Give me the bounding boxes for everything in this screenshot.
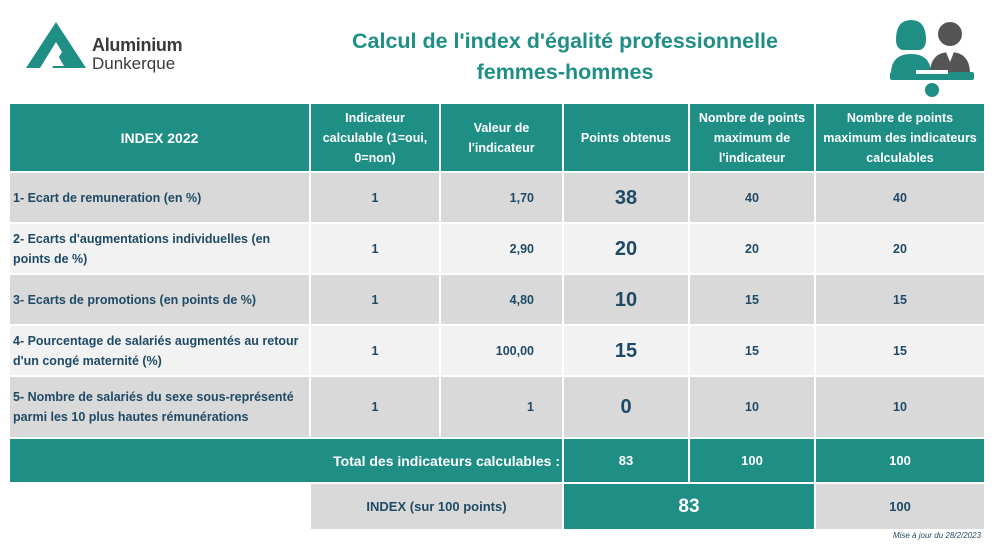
row5-calculable: 1 <box>311 377 439 437</box>
row1-label: 1- Ecart de remuneration (en %) <box>10 173 309 222</box>
total-label: Total des indicateurs calculables : <box>10 439 562 482</box>
row4-max: 15 <box>690 326 814 375</box>
logo-line1: Aluminium <box>92 35 183 55</box>
row3-max: 15 <box>690 275 814 324</box>
row3-value: 4,80 <box>441 275 562 324</box>
page-title <box>320 26 810 88</box>
index-spacer <box>10 484 309 529</box>
index-table <box>10 104 988 529</box>
row4-calculable: 1 <box>311 326 439 375</box>
row1-max: 40 <box>690 173 814 222</box>
title-line2: femmes-hommes <box>476 60 654 84</box>
row5-label: 5- Nombre de salariés du sexe sous-représenté parmi les 10 plus hautes rémunérations <box>10 377 309 437</box>
logo-line2: Dunkerque <box>92 54 176 73</box>
index-value: 83 <box>564 484 814 529</box>
row2-max: 20 <box>690 224 814 273</box>
row1-value: 1,70 <box>441 173 562 222</box>
company-logo <box>26 22 196 72</box>
header-points: Points obtenus <box>564 104 688 171</box>
row3-points: 10 <box>564 275 688 324</box>
total-max-calc: 100 <box>816 439 984 482</box>
row2-value: 2,90 <box>441 224 562 273</box>
row5-max-calc: 10 <box>816 377 984 437</box>
row4-points: 15 <box>564 326 688 375</box>
header-value: Valeur de l'indicateur <box>441 104 562 171</box>
header-max-calculable: Nombre de points maximum des indicateurs calculables <box>816 104 984 171</box>
logo-text <box>92 36 182 72</box>
total-points: 83 <box>564 439 688 482</box>
header-max-points: Nombre de points maximum de l'indicateur <box>690 104 814 171</box>
row4-label: 4- Pourcentage de salariés augmentés au retour d'un congé maternité (%) <box>10 326 309 375</box>
row3-calculable: 1 <box>311 275 439 324</box>
title-line1: Calcul de l'index d'égalité professionnelle <box>351 29 778 53</box>
update-date: Mise à jour du 28/2/2023 <box>892 531 981 540</box>
header-calculable: Indicateur calculable (1=oui, 0=non) <box>311 104 439 171</box>
total-max: 100 <box>690 439 814 482</box>
index-label: INDEX (sur 100 points) <box>311 484 562 529</box>
row2-label: 2- Ecarts d'augmentations individuelles (en points de %) <box>10 224 309 273</box>
row4-value: 100,00 <box>441 326 562 375</box>
row1-points: 38 <box>564 173 688 222</box>
header-index-year: INDEX 2022 <box>10 104 309 171</box>
row1-max-calc: 40 <box>816 173 984 222</box>
aluminium-dunkerque-logo-icon <box>26 22 88 70</box>
row3-label: 3- Ecarts de promotions (en points de %) <box>10 275 309 324</box>
row1-calculable: 1 <box>311 173 439 222</box>
row5-points: 0 <box>564 377 688 437</box>
row4-max-calc: 15 <box>816 326 984 375</box>
row2-points: 20 <box>564 224 688 273</box>
row5-value: 1 <box>441 377 562 437</box>
index-max: 100 <box>816 484 984 529</box>
people-icon <box>886 14 978 98</box>
row2-calculable: 1 <box>311 224 439 273</box>
row5-max: 10 <box>690 377 814 437</box>
row3-max-calc: 15 <box>816 275 984 324</box>
row2-max-calc: 20 <box>816 224 984 273</box>
